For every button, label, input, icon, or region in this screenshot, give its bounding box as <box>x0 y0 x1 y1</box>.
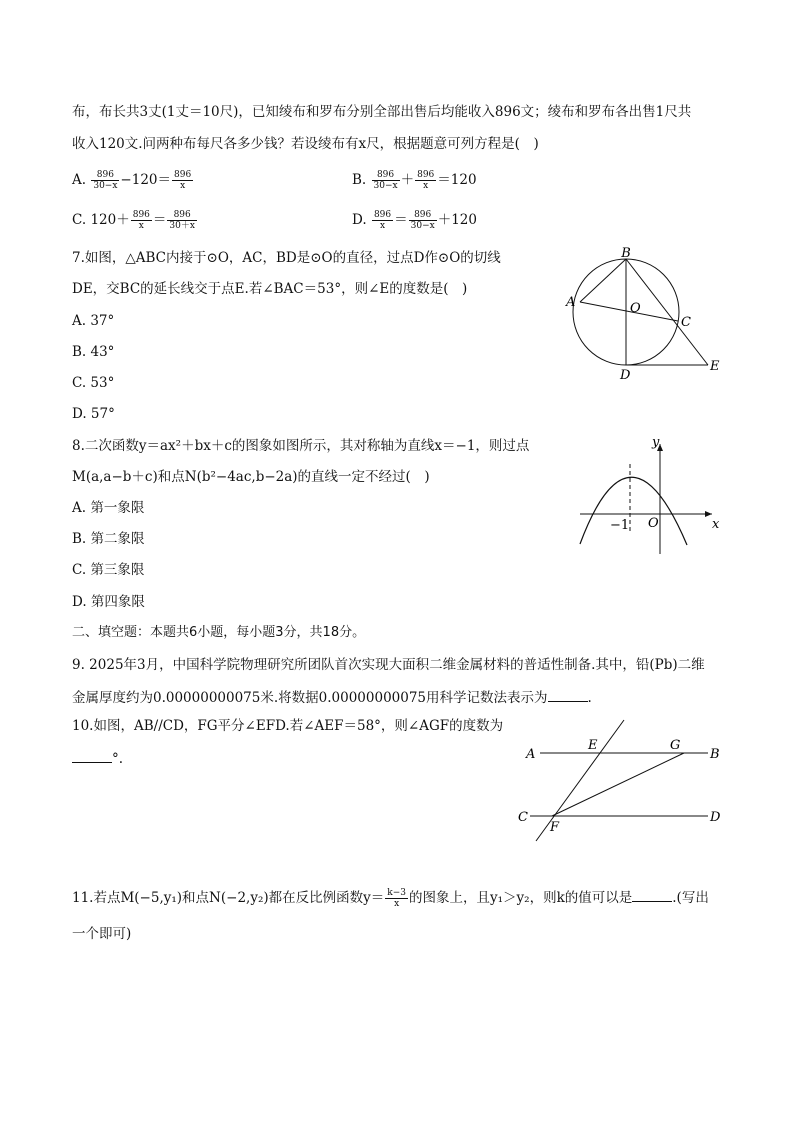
q8-option-d: D. 第四象限 <box>72 594 145 610</box>
q7-label-b: B <box>621 246 631 261</box>
q10-label-b: B <box>710 747 720 762</box>
q10-label-g: G <box>670 738 681 753</box>
q9-line1: 9. 2025年3月，中国科学院物理研究所团队首次实现大面积二维金属材料的普适性制备.其中，铅(Pb)二维 <box>72 657 705 673</box>
parabola-curve <box>580 477 687 545</box>
q10-label-f: F <box>550 820 560 835</box>
q10-answer-blank[interactable] <box>72 748 112 763</box>
q6-option-c: C. 120＋ $\frac{896}{x}$ ＝ $\frac{896}{30+x}$ <box>72 210 195 231</box>
q11-line2: 一个即可) <box>72 926 132 942</box>
q8-option-b: B. 第二象限 <box>72 531 145 547</box>
q11-answer-blank[interactable] <box>632 887 672 902</box>
q9-answer-blank[interactable] <box>548 687 588 702</box>
q8-option-c: C. 第三象限 <box>72 562 145 578</box>
q10-label-d: D <box>710 810 721 825</box>
q8-line2: M(a,a−b＋c)和点N(b²−4ac,b−2a)的直线一定不经过( ) <box>72 469 430 485</box>
q7-label-e: E <box>710 359 720 374</box>
q7-label-o: O <box>630 301 641 316</box>
q10-line1: 10.如图，AB//CD，FG平分∠EFD.若∠AEF＝58°，则∠AGF的度数为 <box>72 718 504 734</box>
q6-option-a: A. $\frac{896}{30-x}$ −120＝ $\frac{896}{x}$ <box>72 170 192 191</box>
q8-line1: 8.二次函数y＝ax²＋bx＋c的图象如图所示，其对称轴为直线x＝−1，则过点 <box>72 438 530 454</box>
q7-option-a: A. 37° <box>72 313 115 329</box>
chord-ab <box>580 259 626 302</box>
q7-label-a: A <box>566 295 576 310</box>
q8-label-y: y <box>652 435 660 450</box>
q8-option-a: A. 第一象限 <box>72 500 145 516</box>
q8-label-x: x <box>712 517 720 532</box>
q7-line1: 7.如图，△ABC内接于⊙O，AC，BD是⊙O的直径，过点D作⊙O的切线 <box>72 250 501 266</box>
q8-parabola-figure <box>572 432 732 557</box>
q7-line2: DE，交BC的延长线交于点E.若∠BAC＝53°，则∠E的度数是( ) <box>72 281 468 297</box>
q10-label-a: A <box>526 747 536 762</box>
bisector-fg <box>552 753 684 816</box>
q10-label-e: E <box>588 738 598 753</box>
section2-heading: 二、填空题：本题共6小题，每小题3分，共18分。 <box>72 625 366 640</box>
q6-line1: 布，布长共3丈(1丈＝10尺)，已知绫布和罗布分别全部出售后均能收入896文；绫布和罗布各出售1尺共 <box>72 104 692 120</box>
q6-option-d: D. $\frac{896}{x}$ ＝ $\frac{896}{30-x}$ ＋120 <box>352 210 477 231</box>
q10-parallel-lines-figure <box>512 716 752 846</box>
q10-label-c: C <box>518 810 528 825</box>
q11-line1: 11.若点M(−5,y₁)和点N(−2,y₂)都在反比例函数y＝ $\frac{k-3}{x}$ 的图象上，且y₁＞y₂，则k的值可以是 .(写出 <box>72 888 709 909</box>
q7-label-d: D <box>620 368 631 383</box>
q10-line2: °. <box>72 748 123 769</box>
diameter-ac <box>580 302 678 321</box>
q6-line2: 收入120文.问两种布每尺各多少钱？若设绫布有x尺，根据题意可列方程是( ) <box>72 136 539 152</box>
q6-option-b: B. $\frac{896}{30-x}$ ＋ $\frac{896}{x}$ ＝120 <box>352 170 477 191</box>
q9-line2: 金属厚度约为0.00000000075米.将数据0.00000000075用科学记数法表示为 . <box>72 687 592 708</box>
q8-label-o: O <box>648 516 659 531</box>
q7-circle-figure <box>560 245 730 385</box>
q7-option-c: C. 53° <box>72 375 115 391</box>
q7-option-b: B. 43° <box>72 344 115 360</box>
q7-option-d: D. 57° <box>72 406 115 422</box>
q7-label-c: C <box>681 315 691 330</box>
q8-label-neg1: −1 <box>610 518 630 533</box>
